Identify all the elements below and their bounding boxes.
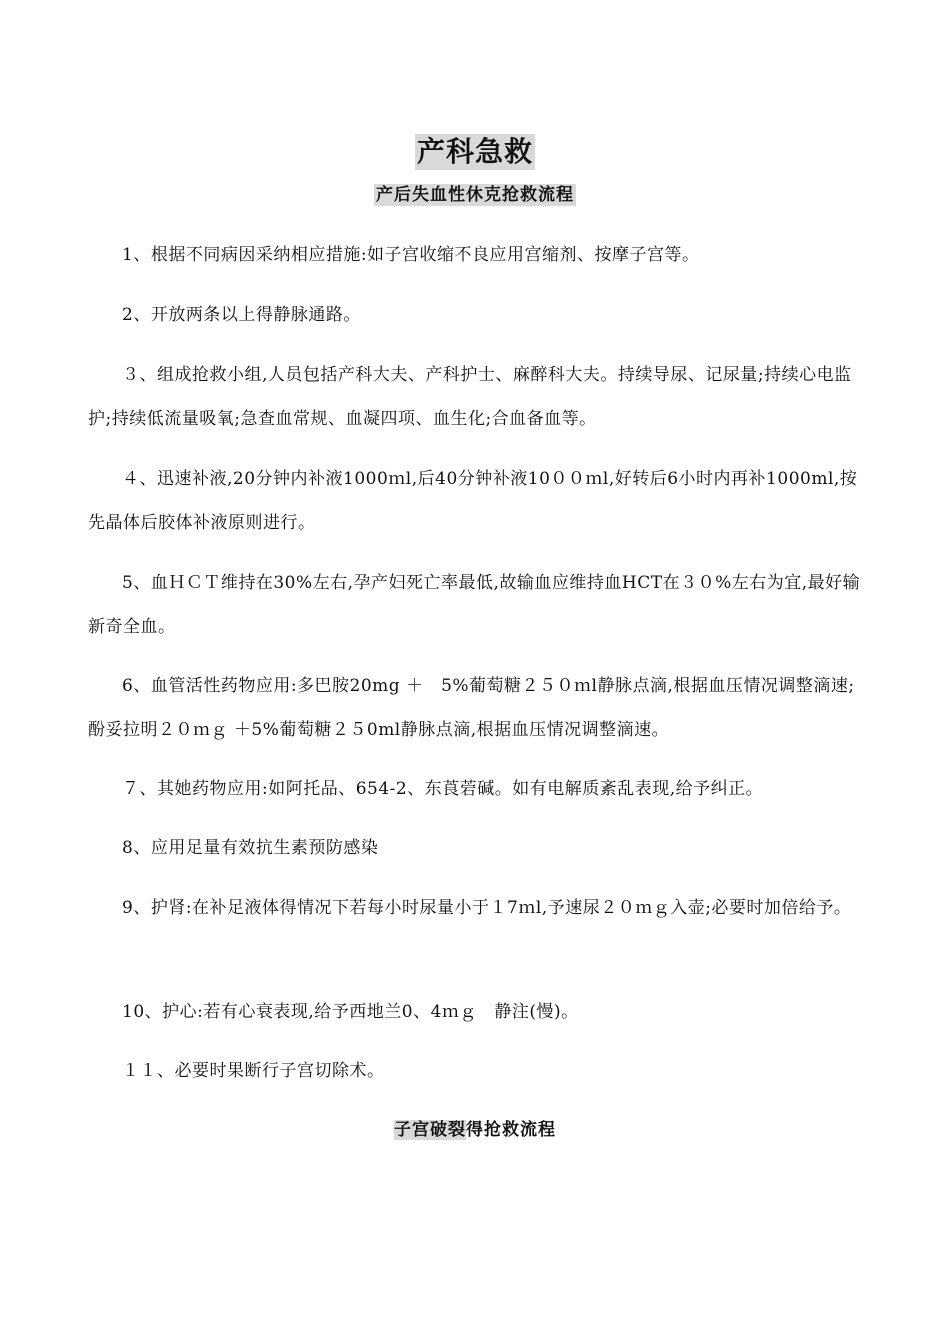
section2-title-row [0, 1119, 950, 1141]
paragraph-4 [88, 457, 863, 545]
paragraph-9 [88, 886, 863, 930]
document-title: 产科急救 [416, 135, 533, 168]
title-row [0, 134, 950, 170]
paragraph-3-text: ３、组成抢救小组,人员包括产科大夫、产科护士、麻醉科大夫。持续导尿、记尿量;持续心电监护;持续低流量吸氧;急查血常规、血凝四项、血生化;合血备血等。 [88, 365, 852, 429]
paragraph-7 [88, 767, 863, 811]
paragraph-6-text: 6、血管活性药物应用:多巴胺20mg ＋ 5%葡萄糖２５０ｍl静脉点滴,根据血压情况调整滴速;酚妥拉明２０ｍｇ ＋5%葡萄糖２５0ml静脉点滴,根据血压情况调整滴速。 [88, 676, 855, 740]
paragraph-2-text: 2、开放两条以上得静脉通路。 [122, 305, 361, 325]
section1-title-row [0, 184, 950, 206]
paragraph-2 [88, 293, 863, 337]
paragraph-5-text: 5、血ＨＣＴ维持在30%左右,孕产妇死亡率最低,故输血应维持血HCT在３０%左右为宜,最好输新奇全血。 [88, 573, 861, 637]
paragraph-10-text: 10、护心:若有心衰表现,给予西地兰0、4ｍｇ 静注(慢)。 [122, 1002, 579, 1022]
paragraph-11 [88, 1049, 863, 1093]
paragraph-1-text: 1、根据不同病因采纳相应措施:如子宫收缩不良应用宫缩剂、按摩子宫等。 [122, 245, 700, 265]
paragraph-11-text: １１、必要时果断行子宫切除术。 [122, 1061, 385, 1081]
paragraph-8 [88, 826, 863, 870]
paragraph-10 [88, 990, 863, 1034]
section2-title-plain-part: 得抢救流程 [466, 1120, 556, 1140]
paragraph-6 [88, 664, 863, 752]
paragraph-7-text: ７、其她药物应用:如阿托品、654-2、东莨菪碱。如有电解质紊乱表现,给予纠正。 [122, 779, 764, 799]
paragraph-8-text: 8、应用足量有效抗生素预防感染 [122, 838, 379, 858]
section-title-uterine-rupture [394, 1119, 556, 1141]
paragraph-4-text: ４、迅速补液,20分钟内补液1000ｍl,后40分钟补液10００ｍl,好转后6小时内再补1000ml,按先晶体后胶体补液原则进行。 [88, 469, 858, 533]
section-title-postpartum-shock: 产后失血性休克抢救流程 [376, 185, 574, 205]
paragraph-9-text: 9、护肾:在补足液体得情况下若每小时尿量小于１7ｍl,予速尿２０ｍｇ入壶;必要时加倍给予。 [122, 898, 852, 918]
paragraph-1 [88, 233, 863, 277]
section2-title-shaded-part: 子宫破裂 [394, 1120, 466, 1140]
paragraph-3 [88, 353, 863, 441]
paragraph-5 [88, 561, 863, 649]
